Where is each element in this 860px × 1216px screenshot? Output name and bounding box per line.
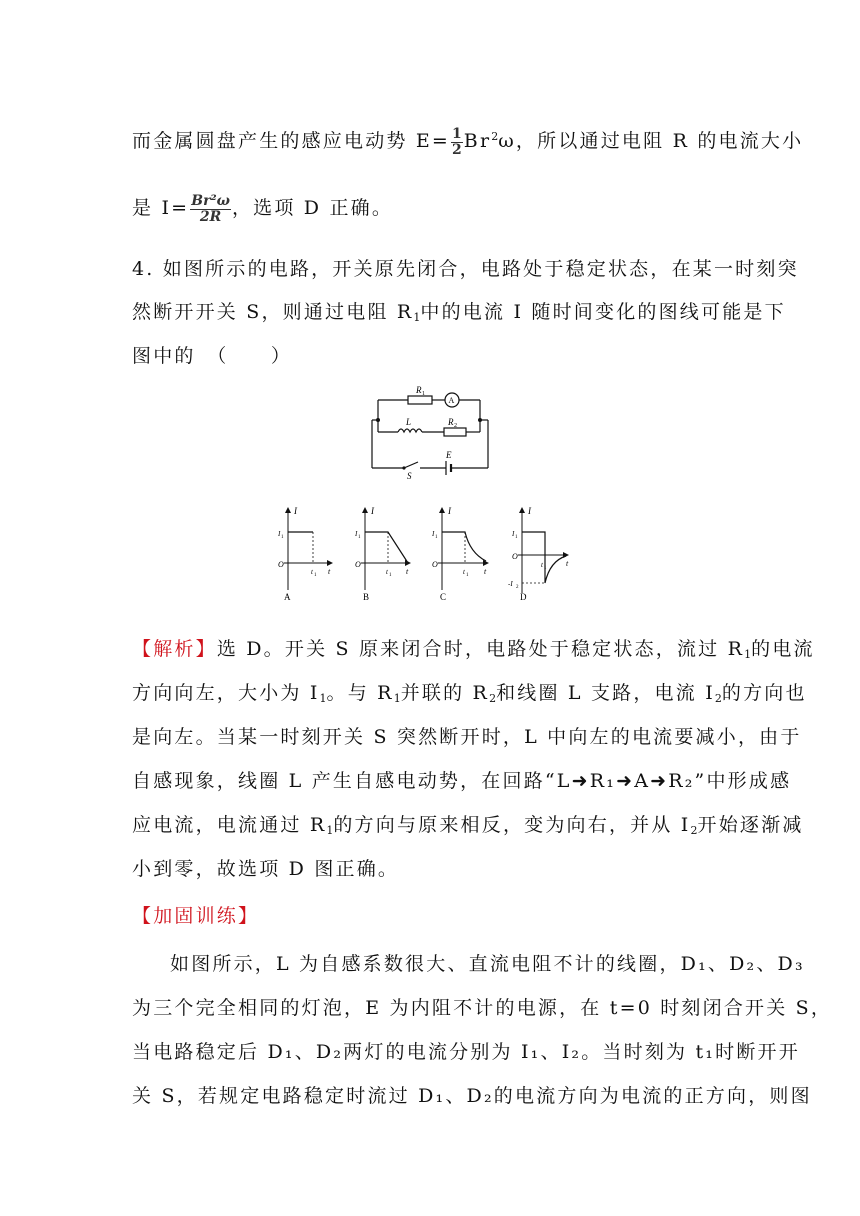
text: 方向向左，大小为 I — [132, 682, 320, 704]
text: 为三个完全相同的灯泡，E 为内阻不计的电源，在 t=0 时刻闭合开关 S， — [132, 997, 833, 1019]
it-graphs — [270, 505, 600, 605]
analysis-line1 — [132, 634, 815, 661]
label-i1-sub: 1 — [281, 535, 284, 540]
label-t1-sub: 1 — [544, 566, 547, 571]
para1-line1 — [132, 126, 803, 158]
q4-line3 — [132, 341, 292, 368]
subscript: 1 — [326, 824, 334, 837]
label-i1: I — [355, 530, 358, 538]
subscript: 1 — [393, 692, 401, 705]
text: 应电流，电流通过 R — [132, 814, 327, 836]
label-r1: R — [416, 385, 422, 395]
label-i1: I — [432, 530, 435, 538]
label-r2: R — [448, 417, 454, 427]
label-i1-sub: 1 — [358, 535, 361, 540]
graph-d — [508, 506, 569, 602]
text: ，选项 D 正确。 — [231, 197, 394, 219]
label-i1-sub: 1 — [515, 535, 518, 540]
reinforce-line3 — [132, 1037, 800, 1064]
label-i1-sub: 1 — [435, 535, 438, 540]
label-t: t — [484, 567, 487, 576]
reinforce-line2 — [132, 993, 832, 1020]
text: 的电流 — [751, 638, 815, 660]
label-neg-i2: -I — [508, 580, 513, 588]
curve-positive — [522, 532, 545, 555]
label-neg-i2-sub: 2 — [516, 585, 519, 590]
curve-negative — [545, 555, 566, 583]
caption-b: B — [363, 592, 370, 602]
label-i1: I — [512, 530, 515, 538]
label-t1: t — [541, 561, 543, 569]
label-o: O — [278, 560, 284, 569]
analysis-line5 — [132, 810, 804, 837]
label-i: I — [448, 506, 451, 516]
switch-pivot — [402, 466, 405, 469]
subscript: 2 — [714, 692, 722, 705]
subscript: 1 — [744, 648, 752, 661]
caption-d: D — [520, 592, 527, 602]
text: 而金属圆盘产生的感应电动势 E= — [132, 130, 451, 152]
graph-a — [277, 506, 332, 602]
text: ω，所以通过电阻 R 的电流大小 — [498, 130, 804, 152]
label-o: O — [512, 552, 518, 561]
resistor-r2 — [444, 428, 466, 436]
node-dot — [478, 418, 482, 422]
text: 图中的 （ ） — [132, 345, 293, 367]
frac-den: 2 — [452, 141, 462, 158]
text: 然断开开关 S，则通过电阻 R — [132, 301, 414, 323]
label-i: I — [528, 506, 531, 516]
caption-a: A — [284, 592, 291, 602]
label-i: I — [371, 506, 374, 516]
fraction-current — [190, 194, 231, 225]
subscript: 2 — [489, 692, 497, 705]
text: 关 S，若规定电路稳定时流过 D₁、D₂的电流方向为电流的正方向，则图 — [132, 1085, 812, 1107]
text: 。与 R — [326, 682, 394, 704]
fraction-half — [451, 127, 463, 158]
reinforce-line4 — [132, 1081, 812, 1108]
text: 的方向与原来相反，变为向右，并从 I — [333, 814, 691, 836]
analysis-tag: 【解析】 — [132, 638, 217, 660]
curve — [442, 532, 486, 561]
text: 的方向也 — [721, 682, 807, 704]
q4-line2 — [132, 297, 786, 324]
reinforce-line1 — [170, 949, 805, 976]
label-i: I — [294, 506, 297, 516]
label-t: t — [328, 567, 331, 576]
text: 中的电流 I 随时间变化的图线可能是下 — [420, 301, 786, 323]
text: 和线圈 L 支路，电流 I — [496, 682, 715, 704]
label-t: t — [406, 567, 409, 576]
analysis-line6 — [132, 854, 399, 881]
analysis-line2 — [132, 678, 807, 705]
analysis-line3 — [132, 722, 802, 749]
graph-c — [431, 506, 488, 602]
label-t1-sub: 1 — [389, 573, 392, 578]
resistor-r1 — [408, 396, 432, 404]
switch-blade — [404, 462, 418, 468]
label-t1-sub: 1 — [466, 573, 469, 578]
text: Br — [463, 130, 492, 152]
label-t1: t — [463, 568, 465, 576]
label-r1-sub: 1 — [422, 391, 425, 397]
q4-line1 — [132, 254, 799, 281]
frac-den: 2R — [199, 208, 222, 225]
node-dot — [376, 418, 380, 422]
label-i1: I — [278, 530, 281, 538]
text: 并联的 R — [400, 682, 490, 704]
inductor-coil — [398, 429, 422, 432]
text: 4. 如图所示的电路，开关原先闭合，电路处于稳定状态，在某一时刻突 — [132, 258, 799, 280]
label-t1: t — [386, 568, 388, 576]
curve — [365, 532, 408, 563]
para1-line2 — [132, 193, 393, 225]
text: 自感现象，线圈 L 产生自感电动势，在回路“L➜R₁➜A➜R₂”中形成感 — [132, 770, 792, 792]
label-e: E — [446, 450, 452, 460]
text: 是 I= — [132, 197, 190, 219]
caption-c: C — [440, 592, 447, 602]
text: 是向左。当某一时刻开关 S 突然断开时，L 中向左的电流要减小，由于 — [132, 726, 802, 748]
label-l: L — [406, 417, 412, 427]
text: 【加固训练】 — [132, 905, 260, 927]
label-ammeter: A — [448, 396, 455, 405]
analysis-line4 — [132, 766, 791, 793]
subscript: 1 — [319, 692, 327, 705]
text: 小到零，故选项 D 图正确。 — [132, 858, 400, 880]
label-t1: t — [311, 568, 313, 576]
circuit-diagram — [360, 380, 500, 481]
label-t1-sub: 1 — [314, 573, 317, 578]
frac-num: 1 — [452, 125, 462, 142]
label-o: O — [355, 560, 361, 569]
text: 如图所示，L 为自感系数很大、直流电阻不计的线圈，D₁、D₂、D₃ — [170, 953, 805, 975]
text: 开始逐渐减 — [697, 814, 804, 836]
label-s: S — [407, 471, 412, 481]
graph-b — [354, 506, 410, 602]
superscript: 2 — [491, 130, 499, 143]
frac-num: Br²ω — [191, 192, 230, 209]
reinforce-tag — [132, 901, 259, 928]
text: 选 D。开关 S 原来闭合时，电路处于稳定状态，流过 R — [216, 638, 745, 660]
subscript: 1 — [413, 311, 421, 324]
subscript: 2 — [690, 824, 698, 837]
label-o: O — [432, 560, 438, 569]
label-r2-sub: 2 — [454, 423, 457, 429]
label-t: t — [566, 559, 569, 568]
text: 当电路稳定后 D₁、D₂两灯的电流分别为 I₁、I₂。当时刻为 t₁时断开开 — [132, 1041, 800, 1063]
